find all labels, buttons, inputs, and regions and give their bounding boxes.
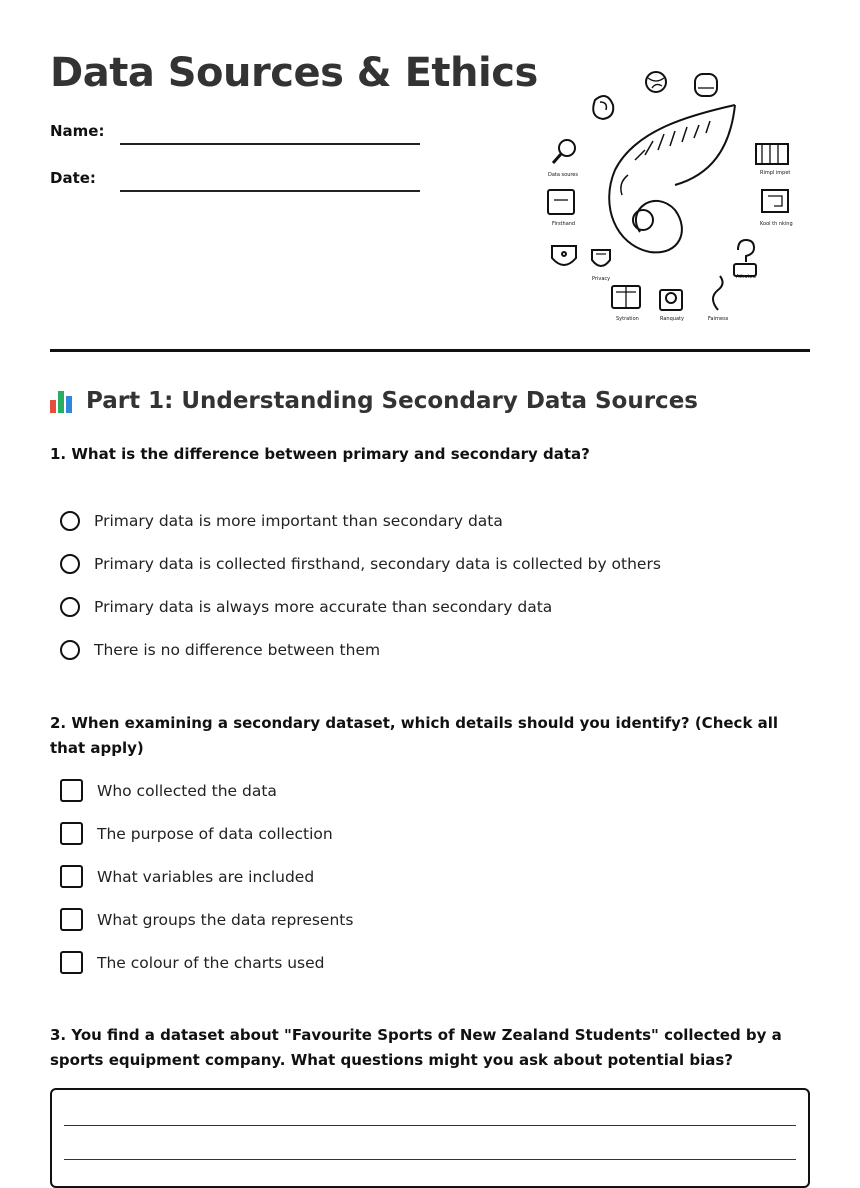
fern-icon [593,96,613,119]
option-label: Primary data is more important than secondary data [94,512,503,530]
scales-icon [612,286,640,308]
question-icon [734,240,756,276]
illustration-label: Rimpl impet [760,170,791,176]
koru-leaf-icon [609,105,735,252]
q2-option[interactable] [60,779,277,802]
globe-icon [646,72,666,92]
checkbox[interactable] [60,779,83,802]
jar-icon [695,74,717,96]
option-label: What variables are included [97,867,315,886]
illustration-label: Athated [736,274,756,280]
checkbox[interactable] [60,822,83,845]
question-2: 2. When examining a secondary dataset, which details should you identify? (Check all that apply) [50,714,779,757]
section-title-part1 [50,388,698,414]
q1-option[interactable] [60,511,503,531]
illustration-label: Data soures [548,172,578,178]
radio-button[interactable] [60,640,80,660]
question-3: 3. You find a dataset about "Favourite Sports of New Zealand Students" collected by a sports equipment company. What questions might you ask about potential bias? [50,1026,782,1069]
section-title-text: Part 1: Understanding Secondary Data Sources [86,388,698,414]
option-label: What groups the data represents [97,910,354,929]
q1-option[interactable] [60,597,552,617]
option-label: Primary data is collected firsthand, secondary data is collected by others [94,555,661,573]
columns-icon [756,144,788,164]
option-label: There is no difference between them [94,641,381,659]
shield-icon [552,246,576,265]
checkbox[interactable] [60,908,83,931]
magnifier-icon [553,140,575,163]
date-field[interactable] [120,190,420,192]
option-label: Who collected the data [97,781,277,800]
maze-icon [762,190,788,212]
book-icon [548,190,574,214]
name-label: Name: [50,122,105,140]
name-field[interactable] [120,143,420,145]
answer-box[interactable] [50,1088,810,1188]
target-icon [660,290,682,310]
illustration-label: Fairness [708,316,729,322]
radio-button[interactable] [60,511,80,531]
section-divider [50,349,810,352]
radio-button[interactable] [60,597,80,617]
answer-line [64,1159,796,1160]
illustration-label: Firsthand [552,221,576,227]
option-label: The colour of the charts used [97,953,325,972]
question-1: 1. What is the difference between primary and secondary data? [50,445,590,463]
date-label: Date: [50,169,96,187]
hook-icon [713,276,723,310]
answer-line [64,1125,796,1126]
page-title: Data Sources & Ethics [50,50,538,96]
illustration-label: Kool th nking [760,221,793,227]
privacy-shield-icon [592,250,610,266]
q1-option[interactable] [60,554,661,574]
koru-illustration [540,60,810,330]
q2-option[interactable] [60,865,314,888]
q1-option[interactable] [60,640,380,660]
illustration-label: Privacy [592,276,611,282]
q2-option[interactable] [60,822,333,845]
radio-button[interactable] [60,554,80,574]
checkbox[interactable] [60,865,83,888]
bar-chart-icon [50,389,76,413]
q2-option[interactable] [60,908,353,931]
illustration-label: Sytration [616,316,639,322]
option-label: Primary data is always more accurate than secondary data [94,598,553,616]
q2-option[interactable] [60,951,324,974]
option-label: The purpose of data collection [97,824,333,843]
checkbox[interactable] [60,951,83,974]
illustration-label: Ranquaty [660,316,684,322]
